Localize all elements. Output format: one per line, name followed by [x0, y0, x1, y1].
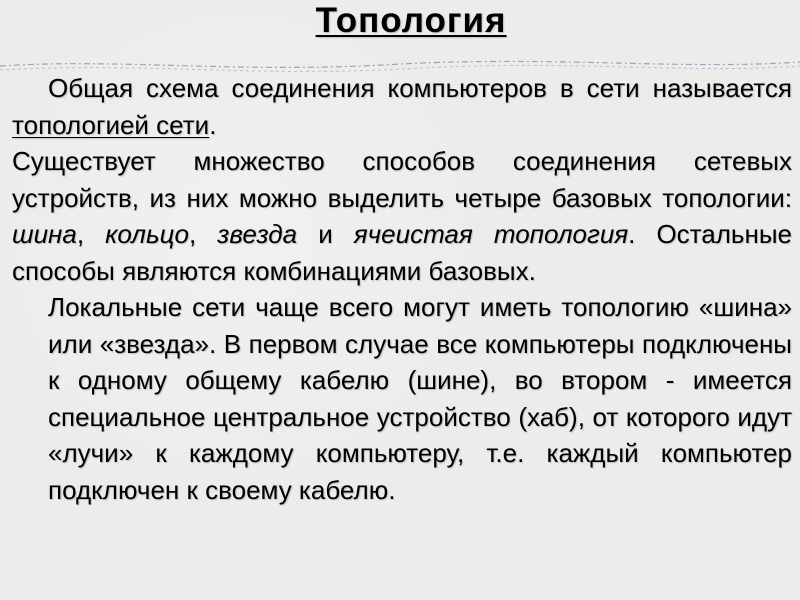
definition-period: .: [209, 109, 217, 140]
slide-body: [12, 70, 792, 508]
page-title: Топология: [315, 1, 507, 40]
topology-star: звезда: [217, 219, 298, 249]
topology-ring: кольцо: [105, 219, 189, 249]
conjunction: и: [297, 219, 354, 249]
topology-mesh: ячеистая топология: [353, 219, 629, 249]
term-network-topology: топологией сети: [12, 109, 210, 140]
paragraph-base-topologies: [12, 143, 792, 289]
separator: ,: [188, 219, 218, 249]
paragraph-local-networks: [12, 289, 792, 508]
local-networks-text: Локальные сети чаще всего могут иметь топологию «шина» или «звезда». В первом случае все компьютеры подключены к одному общему кабелю (шине), во втором - имеется специальное центральное устройство (хаб), от которого идут «лучи» к каждому компьютеру, т.е. каждый компьютер подключен к своему кабелю.: [48, 292, 792, 505]
paragraph-definition: [12, 70, 792, 143]
separator: ,: [76, 219, 106, 249]
definition-text: Общая схема соединения компьютеров в сети называется: [48, 73, 792, 103]
base-topologies-outro: . Остальные способы являются комбинациями базовых.: [12, 219, 792, 286]
topology-bus: шина: [12, 219, 77, 249]
base-topologies-intro: Существует множество способов соединения сетевых устройств, из них можно выделить четыре базовых топологии:: [12, 146, 792, 213]
